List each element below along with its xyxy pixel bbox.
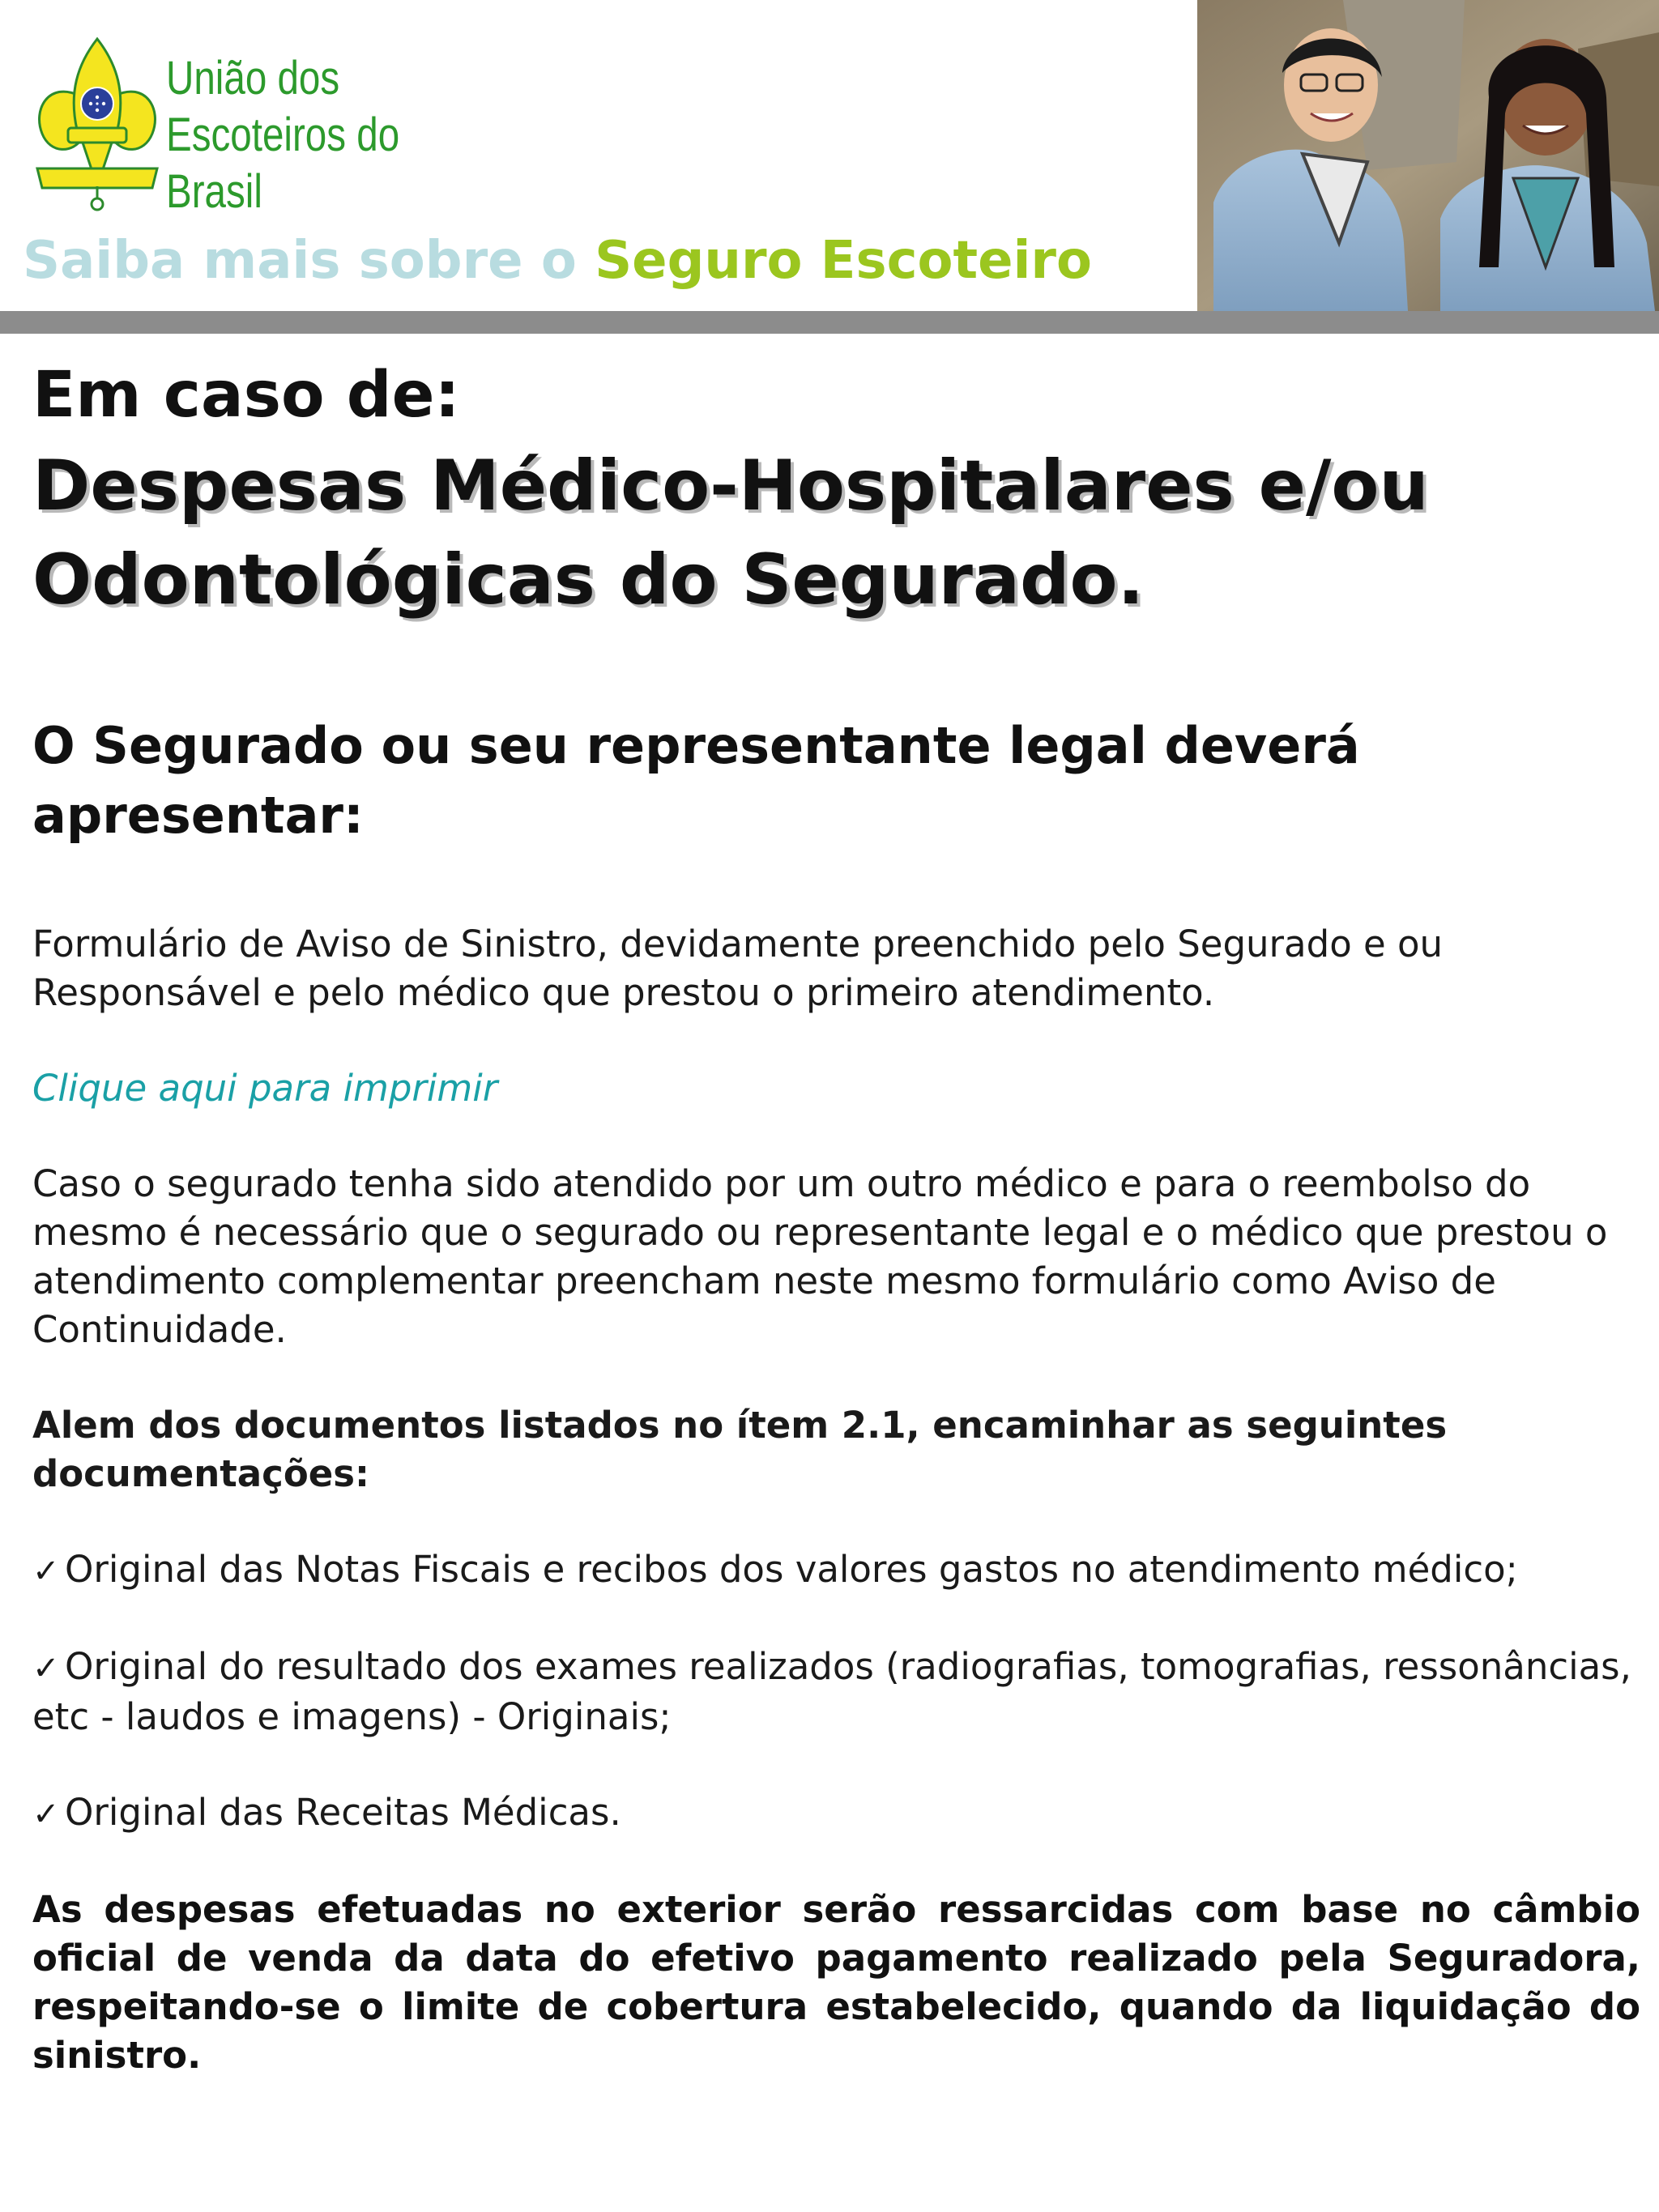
header-photo [1197,0,1659,311]
form-paragraph: Formulário de Aviso de Sinistro, devidamente preenchido pelo Segurado e ou Responsável e pelo médico que prestou o primeiro atendimento. [32,923,1444,1014]
documents-paragraph: Alem dos documentos listados no ítem 2.1, encaminhar as seguintes documentações: [32,1404,1448,1495]
organization-name-line-3: Brasil [166,165,262,218]
documents-checklist [32,1545,1640,1839]
tagline-prefix: Saiba mais sobre o [23,231,577,291]
check-icon: ✓ [32,1796,60,1833]
continuity-paragraph: Caso o segurado tenha sido atendido por um outro médico e para o reembolso do mesmo é necessário que o segurado ou representante legal e o médico que prestou o atendimento complementar preencham neste mesmo formulário como Aviso de Continuidade. [32,1162,1608,1351]
organization-name [166,50,400,220]
tagline-highlight: Seguro Escoteiro [595,231,1092,291]
check-icon: ✓ [32,1650,60,1687]
page-tagline [23,228,1092,293]
requirements-heading: O Segurado ou seu representante legal deverá apresentar: [32,716,1360,845]
main-heading: Despesas Médico-Hospitalares e/ou Odontológicas do Segurado. [32,445,1429,620]
list-item-text: Original das Notas Fiscais e recibos dos valores gastos no atendimento médico; [65,1548,1518,1591]
print-form-link[interactable]: Clique aqui para imprimir [32,1067,498,1110]
fleur-de-lis-emblem-icon [32,32,162,219]
organization-name-line-1: União dos [166,52,340,104]
list-item-text: Original das Receitas Médicas. [65,1791,621,1834]
list-item [32,1545,1640,1596]
organization-logo [32,32,405,219]
scouts-photo-image [1197,0,1659,311]
case-heading: Em caso de: [32,359,460,432]
header-divider-bar [0,311,1659,334]
foreign-expenses-paragraph: As despesas efetuadas no exterior serão ressarcidas com base no câmbio oficial de venda da data do efetivo pagamento realizado pela Seguradora, respeitando-se o limite de cobertura estabelecido, quando da liquidação do sinistro. [32,1888,1640,2077]
check-icon: ✓ [32,1553,60,1590]
list-item-text: Original do resultado dos exames realizados (radiografias, tomografias, ressonâncias, etc - laudos e imagens) - Originais; [32,1645,1631,1738]
list-item [32,1788,1640,1839]
main-content [32,334,1640,2080]
page-header [0,0,1659,311]
list-item [32,1643,1640,1741]
organization-name-line-2: Escoteiros do [166,109,400,161]
